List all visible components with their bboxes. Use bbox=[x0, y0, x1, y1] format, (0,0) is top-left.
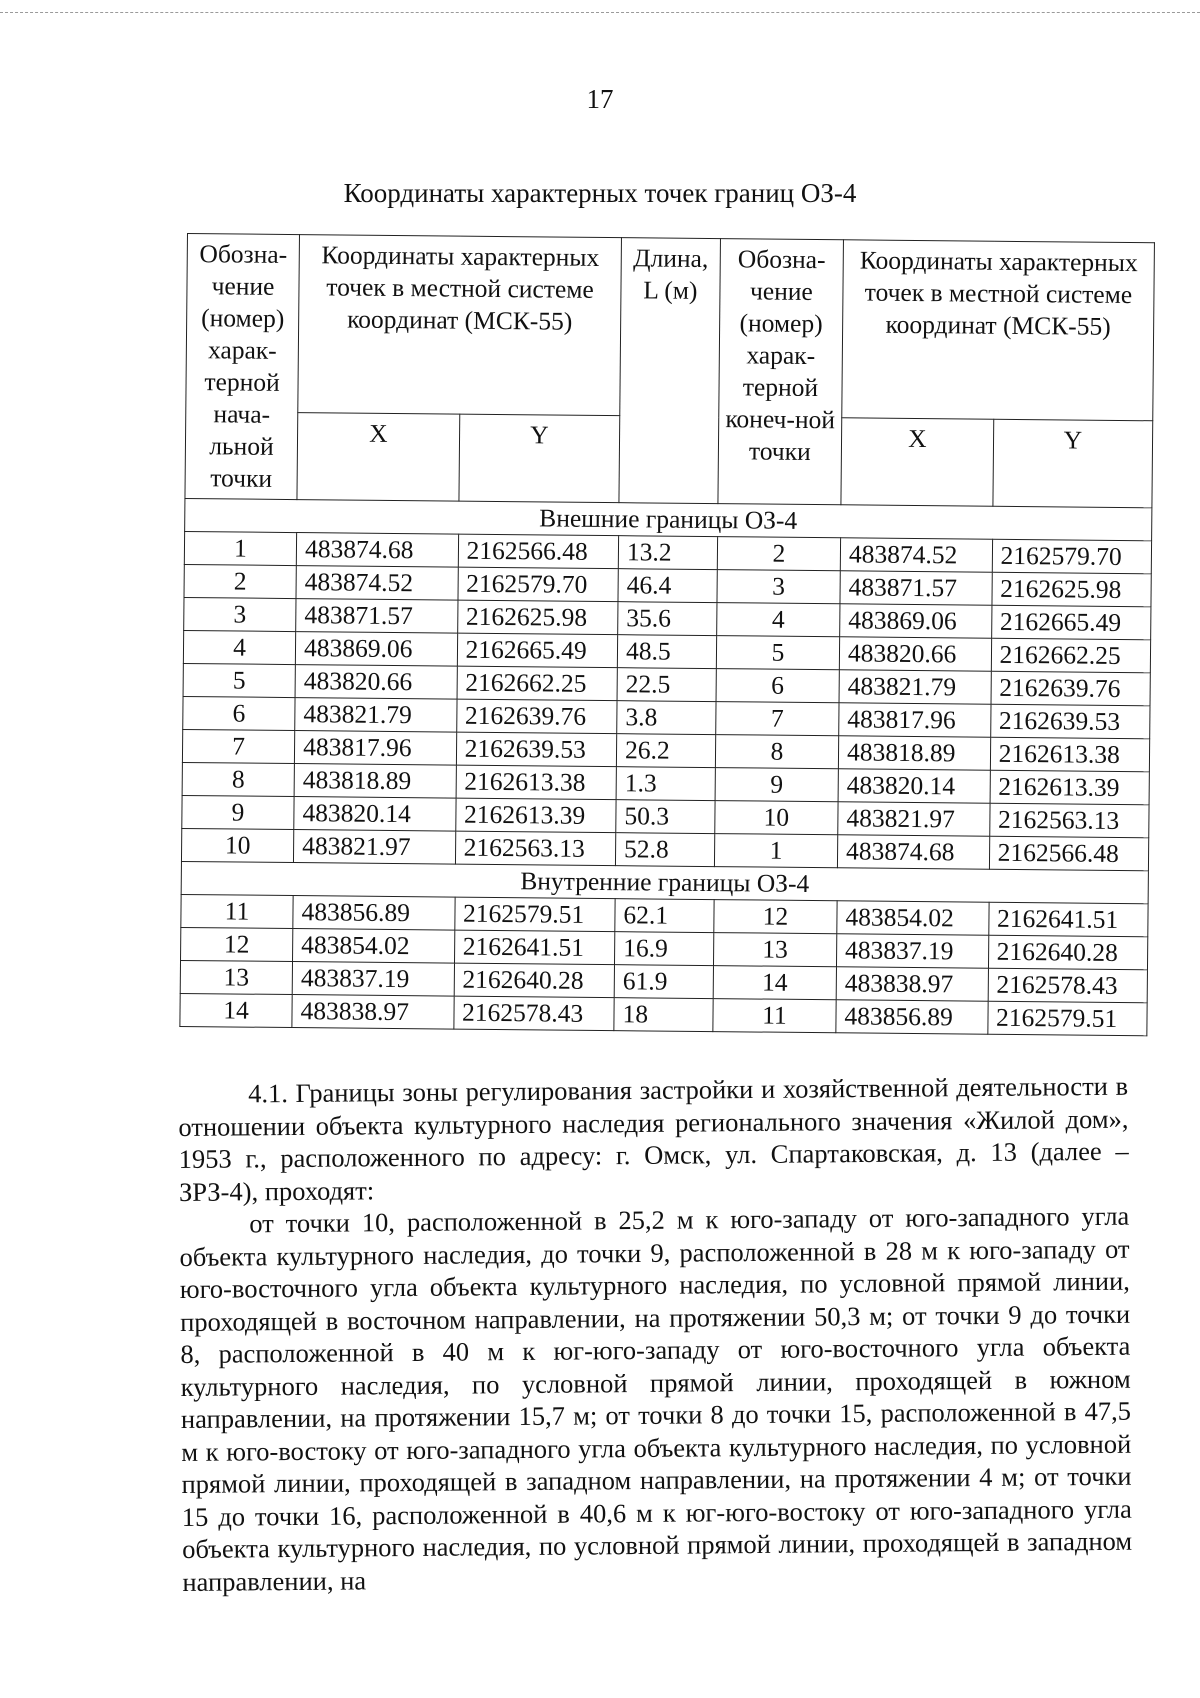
cell-end-point: 14 bbox=[713, 966, 836, 1000]
coordinates-table bbox=[179, 233, 1155, 1036]
cell-y-end: 2162579.70 bbox=[992, 539, 1152, 574]
cell-x-start: 483821.79 bbox=[295, 698, 457, 733]
cell-y-start: 2162578.43 bbox=[453, 996, 614, 1031]
cell-start-point: 12 bbox=[181, 927, 293, 961]
cell-y-start: 2162625.98 bbox=[457, 600, 618, 635]
cell-x-end: 483854.02 bbox=[837, 901, 989, 935]
cell-end-point: 1 bbox=[714, 834, 837, 868]
cell-end-point: 7 bbox=[716, 702, 839, 736]
cell-x-end: 483820.14 bbox=[838, 769, 990, 803]
cell-x-start: 483854.02 bbox=[293, 929, 455, 964]
cell-y-end: 2162625.98 bbox=[992, 572, 1152, 607]
cell-y-start: 2162665.49 bbox=[457, 633, 618, 668]
cell-x-start: 483874.68 bbox=[296, 533, 458, 568]
cell-length: 16.9 bbox=[615, 932, 714, 966]
cell-x-start: 483820.66 bbox=[295, 665, 457, 700]
cell-start-point: 5 bbox=[183, 663, 295, 697]
cell-x-start: 483821.97 bbox=[294, 830, 456, 865]
cell-y-start: 2162566.48 bbox=[458, 534, 619, 569]
cell-y-end: 2162639.53 bbox=[990, 704, 1150, 739]
cell-end-point: 6 bbox=[716, 669, 839, 703]
header-coords-end: Координаты характерных точек в местной системе координат (МСК-55) bbox=[842, 240, 1155, 421]
cell-length: 46.4 bbox=[618, 569, 717, 603]
cell-length: 35.6 bbox=[618, 602, 717, 636]
cell-start-point: 14 bbox=[180, 993, 292, 1027]
cell-x-end: 483821.97 bbox=[838, 802, 990, 836]
cell-y-end: 2162613.39 bbox=[990, 770, 1150, 805]
table-header bbox=[185, 234, 1154, 508]
cell-start-point: 9 bbox=[182, 795, 294, 829]
cell-x-start: 483871.57 bbox=[296, 599, 458, 634]
cell-y-end: 2162578.43 bbox=[988, 968, 1148, 1003]
cell-x-end: 483871.57 bbox=[840, 571, 992, 605]
cell-x-end: 483821.79 bbox=[839, 670, 991, 704]
header-length: Длина, L (м) bbox=[619, 238, 720, 504]
cell-start-point: 8 bbox=[182, 762, 294, 796]
cell-end-point: 9 bbox=[715, 768, 838, 802]
cell-y-end: 2162665.49 bbox=[991, 605, 1151, 640]
cell-end-point: 2 bbox=[717, 537, 840, 571]
cell-y-start: 2162613.39 bbox=[455, 798, 616, 833]
cell-start-point: 7 bbox=[182, 729, 294, 763]
header-end-point: Обозна-чение (номер) харак-терной конеч-ной точки bbox=[718, 239, 844, 505]
cell-y-start: 2162662.25 bbox=[457, 666, 618, 701]
table-body bbox=[180, 498, 1152, 1035]
cell-x-start: 483837.19 bbox=[292, 962, 454, 997]
cell-x-start: 483874.52 bbox=[296, 566, 458, 601]
paragraph-4-1: 4.1. Границы зоны регулирования застройки и хозяйственной деятельности в отношении объекта культурного наследия регионального значения «Жилой дом», 1953 г., расположенного по адресу: г. Омск, ул. Спартаковская, д. 13 (далее – ЗРЗ-4), проходят: bbox=[178, 1070, 1129, 1207]
cell-y-end: 2162662.25 bbox=[991, 638, 1151, 673]
cell-end-point: 5 bbox=[716, 636, 839, 670]
cell-x-end: 483818.89 bbox=[838, 736, 990, 770]
cell-length: 48.5 bbox=[617, 635, 716, 669]
cell-end-point: 13 bbox=[713, 933, 836, 967]
cell-start-point: 1 bbox=[184, 531, 296, 565]
header-x-end: X bbox=[841, 418, 993, 506]
cell-x-end: 483874.52 bbox=[840, 538, 992, 572]
cell-length: 62.1 bbox=[615, 899, 714, 933]
cell-y-end: 2162640.28 bbox=[988, 935, 1148, 970]
cell-y-start: 2162613.38 bbox=[456, 765, 617, 800]
cell-y-end: 2162641.51 bbox=[988, 902, 1148, 937]
table-caption: Координаты характерных точек границ ОЗ-4 bbox=[343, 178, 857, 208]
cell-y-end: 2162579.51 bbox=[987, 1001, 1147, 1036]
header-x-start: X bbox=[297, 413, 459, 502]
cell-start-point: 3 bbox=[184, 597, 296, 631]
cell-y-start: 2162640.28 bbox=[454, 963, 615, 998]
cell-start-point: 4 bbox=[183, 630, 295, 664]
cell-y-end: 2162566.48 bbox=[989, 836, 1149, 871]
cell-length: 18 bbox=[614, 998, 713, 1032]
cell-length: 3.8 bbox=[617, 701, 716, 735]
cell-y-end: 2162639.76 bbox=[991, 671, 1151, 706]
cell-x-start: 483817.96 bbox=[294, 731, 456, 766]
cell-length: 26.2 bbox=[616, 734, 715, 768]
cell-start-point: 11 bbox=[181, 894, 293, 928]
body-text bbox=[178, 1070, 1133, 1598]
header-coords-start: Координаты характерных точек в местной системе координат (МСК-55) bbox=[298, 235, 622, 416]
paragraph-boundary-description: от точки 10, расположенной в 25,2 м к юго-западу от юго-западного угла объекта культурного наследия, до точки 9, расположенной в 28 м к юго-западу от юго-восточного угла объекта культурного наследия, по условной прямой линии, проходящей в восточном направлении, на протяжении 50,3 м; от точки 9 до точки 8, расположенной в 40 м к юг-юго-западу от юго-восточного угла объекта культурного наследия, по условной прямой линии, проходящей в южном направлении, на протяжении 15,7 м; от точки 8 до точки 15, расположенной в 47,5 м к юго-востоку от юго-западного угла объекта культурного наследия, по условной прямой линии, проходящей в западном направлении, на протяжении 4 м; от точки 15 до точки 16, расположенной в 40,6 м к юг-юго-востоку от юго-западного угла объекта культурного наследия, по условной прямой линии, проходящей в западном направлении, на bbox=[179, 1200, 1133, 1597]
cell-x-end: 483838.97 bbox=[836, 967, 988, 1001]
cell-y-start: 2162639.53 bbox=[456, 732, 617, 767]
cell-y-end: 2162613.38 bbox=[990, 737, 1150, 772]
cell-length: 13.2 bbox=[618, 536, 717, 570]
cell-x-end: 483820.66 bbox=[839, 637, 991, 671]
cell-start-point: 10 bbox=[181, 828, 293, 862]
cell-y-start: 2162639.76 bbox=[456, 699, 617, 734]
section-title: Внешние границы ОЗ-4 bbox=[185, 498, 1152, 540]
cell-y-end: 2162563.13 bbox=[989, 803, 1149, 838]
cell-x-start: 483818.89 bbox=[294, 764, 456, 799]
cell-x-start: 483820.14 bbox=[294, 797, 456, 832]
cell-x-start: 483856.89 bbox=[293, 896, 455, 931]
cell-end-point: 3 bbox=[717, 570, 840, 604]
cell-y-start: 2162579.51 bbox=[454, 897, 615, 932]
cell-end-point: 12 bbox=[714, 900, 837, 934]
cell-length: 1.3 bbox=[616, 767, 715, 801]
cell-y-start: 2162563.13 bbox=[455, 831, 616, 866]
cell-end-point: 4 bbox=[717, 603, 840, 637]
cell-x-start: 483838.97 bbox=[292, 995, 454, 1030]
cell-start-point: 2 bbox=[184, 564, 296, 598]
cell-y-start: 2162641.51 bbox=[454, 930, 615, 965]
cell-start-point: 6 bbox=[183, 696, 295, 730]
cell-length: 61.9 bbox=[614, 965, 713, 999]
cell-x-end: 483874.68 bbox=[837, 835, 989, 869]
cell-start-point: 13 bbox=[180, 960, 292, 994]
cell-x-end: 483869.06 bbox=[840, 604, 992, 638]
cell-x-end: 483817.96 bbox=[839, 703, 991, 737]
header-y-start: Y bbox=[459, 414, 620, 503]
cell-end-point: 11 bbox=[713, 999, 836, 1033]
page-number: 17 bbox=[586, 84, 614, 114]
cell-length: 50.3 bbox=[616, 800, 715, 834]
cell-end-point: 10 bbox=[715, 801, 838, 835]
cell-length: 22.5 bbox=[617, 668, 716, 702]
section-title: Внутренние границы ОЗ-4 bbox=[181, 861, 1148, 903]
cell-y-start: 2162579.70 bbox=[458, 567, 619, 602]
header-start-point: Обозна-чение (номер) харак-терной нача-льной точки bbox=[185, 234, 300, 500]
cell-x-end: 483856.89 bbox=[836, 1000, 988, 1034]
cell-x-start: 483869.06 bbox=[295, 632, 457, 667]
header-y-end: Y bbox=[993, 419, 1153, 508]
cell-length: 52.8 bbox=[615, 833, 714, 867]
scan-edge-line bbox=[0, 12, 1200, 13]
cell-end-point: 8 bbox=[715, 735, 838, 769]
cell-x-end: 483837.19 bbox=[836, 934, 988, 968]
